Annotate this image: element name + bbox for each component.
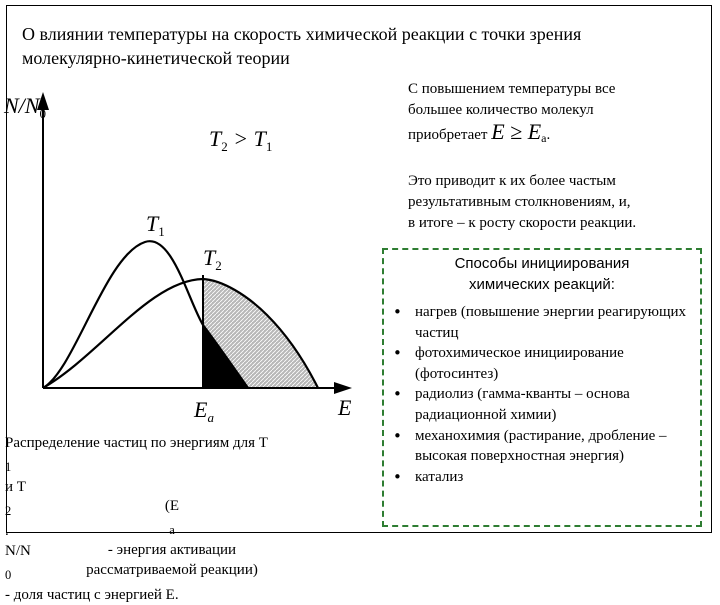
activation-energy-note <box>32 496 312 580</box>
list-item: • механохимия (растирание, дробление – высокая поверхностная энергия) <box>392 426 697 467</box>
initiation-methods-title <box>382 253 702 295</box>
p1-end: . <box>546 127 551 143</box>
caption-line-2: N/N $_0$ - доля частиц с энергией E. <box>5 543 179 603</box>
activation-energy-label: $E_a$ <box>194 397 214 425</box>
p1-line-3-text: приобретает <box>408 127 488 143</box>
initiation-methods-list <box>392 302 697 487</box>
slide-title <box>22 22 682 70</box>
p1-line-3 <box>408 121 698 149</box>
y-axis-label: $N/N_0$ <box>4 93 46 121</box>
note-line-1: (E $_a$ - энергия активации <box>107 498 237 558</box>
caption-line-1: Распределение частиц по энергиям для T $_1$ и T $_2$ . <box>5 435 268 539</box>
x-axis-label: E <box>338 395 352 420</box>
curve-t2-label: $T_2$ <box>203 245 222 273</box>
temperature-effect-text <box>408 79 698 149</box>
title-line-1: О влиянии температуры на скорость химической реакции с точки зрения <box>22 24 582 44</box>
p2-line-2: результативным столкновениям, и, <box>408 194 631 210</box>
collision-effect-text <box>408 171 698 234</box>
box-title-line-1: Способы инициирования <box>454 255 630 272</box>
energy-formula: E ≥ Ea <box>491 119 547 145</box>
box-title-line-2: химических реакций: <box>469 276 615 293</box>
curve-t1-label: $T_1$ <box>146 211 165 239</box>
list-item: • нагрев (повышение энергии реагирующих частиц <box>392 302 697 343</box>
list-item: • радиолиз (гамма-кванты – основа радиационной химии) <box>392 384 697 425</box>
energy-distribution-diagram <box>0 70 380 460</box>
title-line-2: молекулярно-кинетической теории <box>22 48 290 68</box>
temperature-relation: $T_2 > T_1$ <box>209 126 273 154</box>
list-item: • фотохимическое инициирование (фотосинтез) <box>392 343 697 384</box>
p1-line-2: большее количество молекул <box>408 102 594 118</box>
list-item: • катализ <box>392 467 697 488</box>
p2-line-1: Это приводит к их более частым <box>408 173 616 189</box>
p2-line-3: в итоге – к росту скорости реакции. <box>408 215 637 231</box>
p1-line-1: С повышением температуры все <box>408 81 616 97</box>
note-line-2: рассматриваемой реакции) <box>86 562 258 578</box>
x-axis-arrow <box>334 382 352 394</box>
